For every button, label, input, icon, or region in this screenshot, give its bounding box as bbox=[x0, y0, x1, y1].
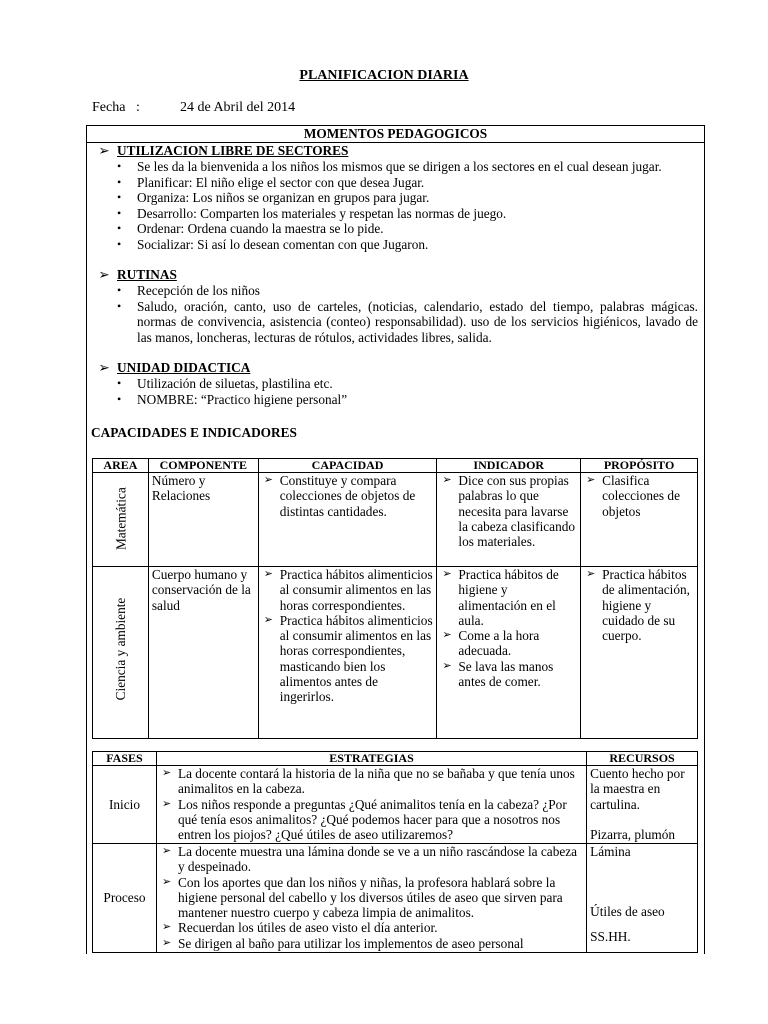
arrow-item: ➢ Se dirigen al baño para utilizar los implementos de aseo personal bbox=[160, 936, 583, 951]
list-item: • Planificar: El niño elige el sector con que desea Jugar. bbox=[91, 175, 704, 191]
section-rutinas bbox=[87, 267, 704, 345]
list-item: • Se les da la bienvenida a los niños los mismos que se dirigen a los sectores en el cual desean jugar. bbox=[91, 159, 704, 175]
col-header-capacidad: CAPACIDAD bbox=[258, 459, 437, 473]
sectores-title: UTILIZACION LIBRE DE SECTORES bbox=[117, 143, 349, 158]
area-label: Matemática bbox=[113, 487, 129, 551]
area-label: Ciencia y ambiente bbox=[113, 597, 128, 701]
estrategias-cell bbox=[156, 844, 586, 953]
recurso-item: Lámina bbox=[590, 844, 631, 859]
arrow-item: ➢ Dice con sus propias palabras lo que necesita para lavarse la cabeza clasificando los materiales. bbox=[440, 473, 577, 549]
recurso-item: Pizarra, plumón bbox=[590, 826, 676, 842]
fase-cell: Inicio bbox=[93, 766, 157, 844]
arrow-icon: ➢ bbox=[98, 267, 110, 282]
arrow-item: ➢ Constituye y compara colecciones de objetos de distintas cantidades. bbox=[262, 473, 434, 519]
section-title bbox=[91, 267, 704, 283]
area-cell bbox=[93, 473, 149, 567]
list-item: • Socializar: Si así lo desean comentan con que Jugaron. bbox=[91, 237, 704, 253]
list-item: • Ordenar: Ordena cuando la maestra se lo pide. bbox=[91, 221, 704, 237]
fases-table bbox=[92, 751, 698, 953]
rutinas-title: RUTINAS bbox=[117, 267, 177, 282]
recursos-cell bbox=[587, 844, 698, 953]
section-title bbox=[91, 360, 704, 376]
recurso-item: SS.HH. bbox=[590, 928, 631, 944]
col-header-componente: COMPONENTE bbox=[148, 459, 258, 473]
arrow-item: ➢ Practica hábitos de alimentación, higiene y cuidado de su cuerpo. bbox=[584, 567, 694, 643]
list-item: • Saludo, oración, canto, uso de carteles, (noticias, calendario, estado del tiempo, palabras mágicas. normas de convivencia, asistencia (conteo) responsabilidad). uso de los servicios higiénicos, lavado de las manos, loncheras, lecturas de rótulos, actividades libres, salida. bbox=[91, 299, 704, 346]
arrow-item: ➢ La docente contará la historia de la niña que no se bañaba y que tenía unos animalitos en la cabeza. bbox=[160, 766, 583, 797]
section-title bbox=[91, 143, 704, 159]
arrow-item: ➢ Clasifica colecciones de objetos bbox=[584, 473, 694, 519]
arrow-item: ➢ Come a la hora adecuada. bbox=[440, 628, 577, 659]
arrow-item: ➢ La docente muestra una lámina donde se ve a un niño rascándose la cabeza y despeinado. bbox=[160, 844, 583, 875]
table-row bbox=[93, 567, 698, 739]
col-header-recursos: RECURSOS bbox=[587, 752, 698, 766]
arrow-item: ➢ Practica hábitos alimenticios al consumir alimentos en las horas correspondientes. bbox=[262, 567, 434, 613]
arrow-item: ➢ Se lava las manos antes de comer. bbox=[440, 659, 577, 690]
table-row bbox=[93, 766, 698, 844]
date-colon: : bbox=[136, 100, 140, 115]
arrow-icon: ➢ bbox=[98, 360, 110, 375]
arrow-item: ➢ Los niños responde a preguntas ¿Qué animalitos tenía en la cabeza? ¿Por qué tenía esos animalitos? ¿Qué podemos hacer para que a nosotros nos entren los piojos? ¿Qué útiles de aseo utilizaremos? bbox=[160, 797, 583, 843]
arrow-item: ➢ Con los aportes que dan los niños y niñas, la profesora hablará sobre la higiene personal del cabello y los diversos útiles de aseo que sirven para mantener nuestro cuerpo y cabeza limpia de animalitos. bbox=[160, 875, 583, 921]
componente-cell: Número y Relaciones bbox=[148, 473, 258, 567]
estrategias-cell bbox=[156, 766, 586, 844]
arrow-item: ➢ Practica hábitos alimenticios al consumir alimentos en las horas correspondientes, masticando bien los alimentos antes de ingerirlos. bbox=[262, 613, 434, 705]
col-header-fases: FASES bbox=[93, 752, 157, 766]
capacidades-table bbox=[92, 458, 698, 739]
col-header-estrategias: ESTRATEGIAS bbox=[156, 752, 586, 766]
arrow-item: ➢ Recuerdan los útiles de aseo visto el día anterior. bbox=[160, 920, 583, 935]
capacidades-title: CAPACIDADES E INDICADORES bbox=[91, 425, 297, 440]
table-row bbox=[93, 473, 698, 567]
section-sectores bbox=[87, 143, 704, 252]
date-line bbox=[92, 100, 295, 116]
list-item: • Organiza: Los niños se organizan en grupos para jugar. bbox=[91, 190, 704, 206]
fase-cell: Proceso bbox=[93, 844, 157, 953]
list-item: • Recepción de los niños bbox=[91, 283, 704, 299]
section-unidad bbox=[87, 360, 704, 407]
capacidad-cell bbox=[258, 473, 437, 567]
recurso-item: Útiles de aseo bbox=[590, 904, 665, 920]
page-title: PLANIFICACION DIARIA bbox=[299, 68, 469, 83]
capacidad-cell bbox=[258, 567, 437, 739]
componente-cell: Cuerpo humano y conservación de la salud bbox=[148, 567, 258, 739]
date-label: Fecha bbox=[92, 100, 126, 115]
area-cell bbox=[93, 567, 149, 739]
indicador-cell bbox=[437, 567, 581, 739]
date-value: 24 de Abril del 2014 bbox=[180, 100, 296, 115]
proposito-cell bbox=[581, 473, 698, 567]
recursos-cell bbox=[587, 766, 698, 844]
recurso-item: Cuento hecho por la maestra en cartulina. bbox=[590, 766, 685, 812]
indicador-cell bbox=[437, 473, 581, 567]
arrow-item: ➢ Practica hábitos de higiene y alimentación en el aula. bbox=[440, 567, 577, 628]
list-item: • NOMBRE: “Practico higiene personal” bbox=[91, 392, 704, 408]
table-row bbox=[93, 844, 698, 953]
list-item: • Utilización de siluetas, plastilina etc. bbox=[91, 376, 704, 392]
momentos-header: MOMENTOS PEDAGOGICOS bbox=[87, 126, 704, 143]
unidad-title: UNIDAD DIDACTICA bbox=[117, 360, 251, 375]
col-header-indicador: INDICADOR bbox=[437, 459, 581, 473]
col-header-area: AREA bbox=[93, 459, 149, 473]
arrow-icon: ➢ bbox=[98, 143, 110, 158]
proposito-cell bbox=[581, 567, 698, 739]
col-header-proposito: PROPÓSITO bbox=[581, 459, 698, 473]
list-item: • Desarrollo: Comparten los materiales y respetan las normas de juego. bbox=[91, 206, 704, 222]
